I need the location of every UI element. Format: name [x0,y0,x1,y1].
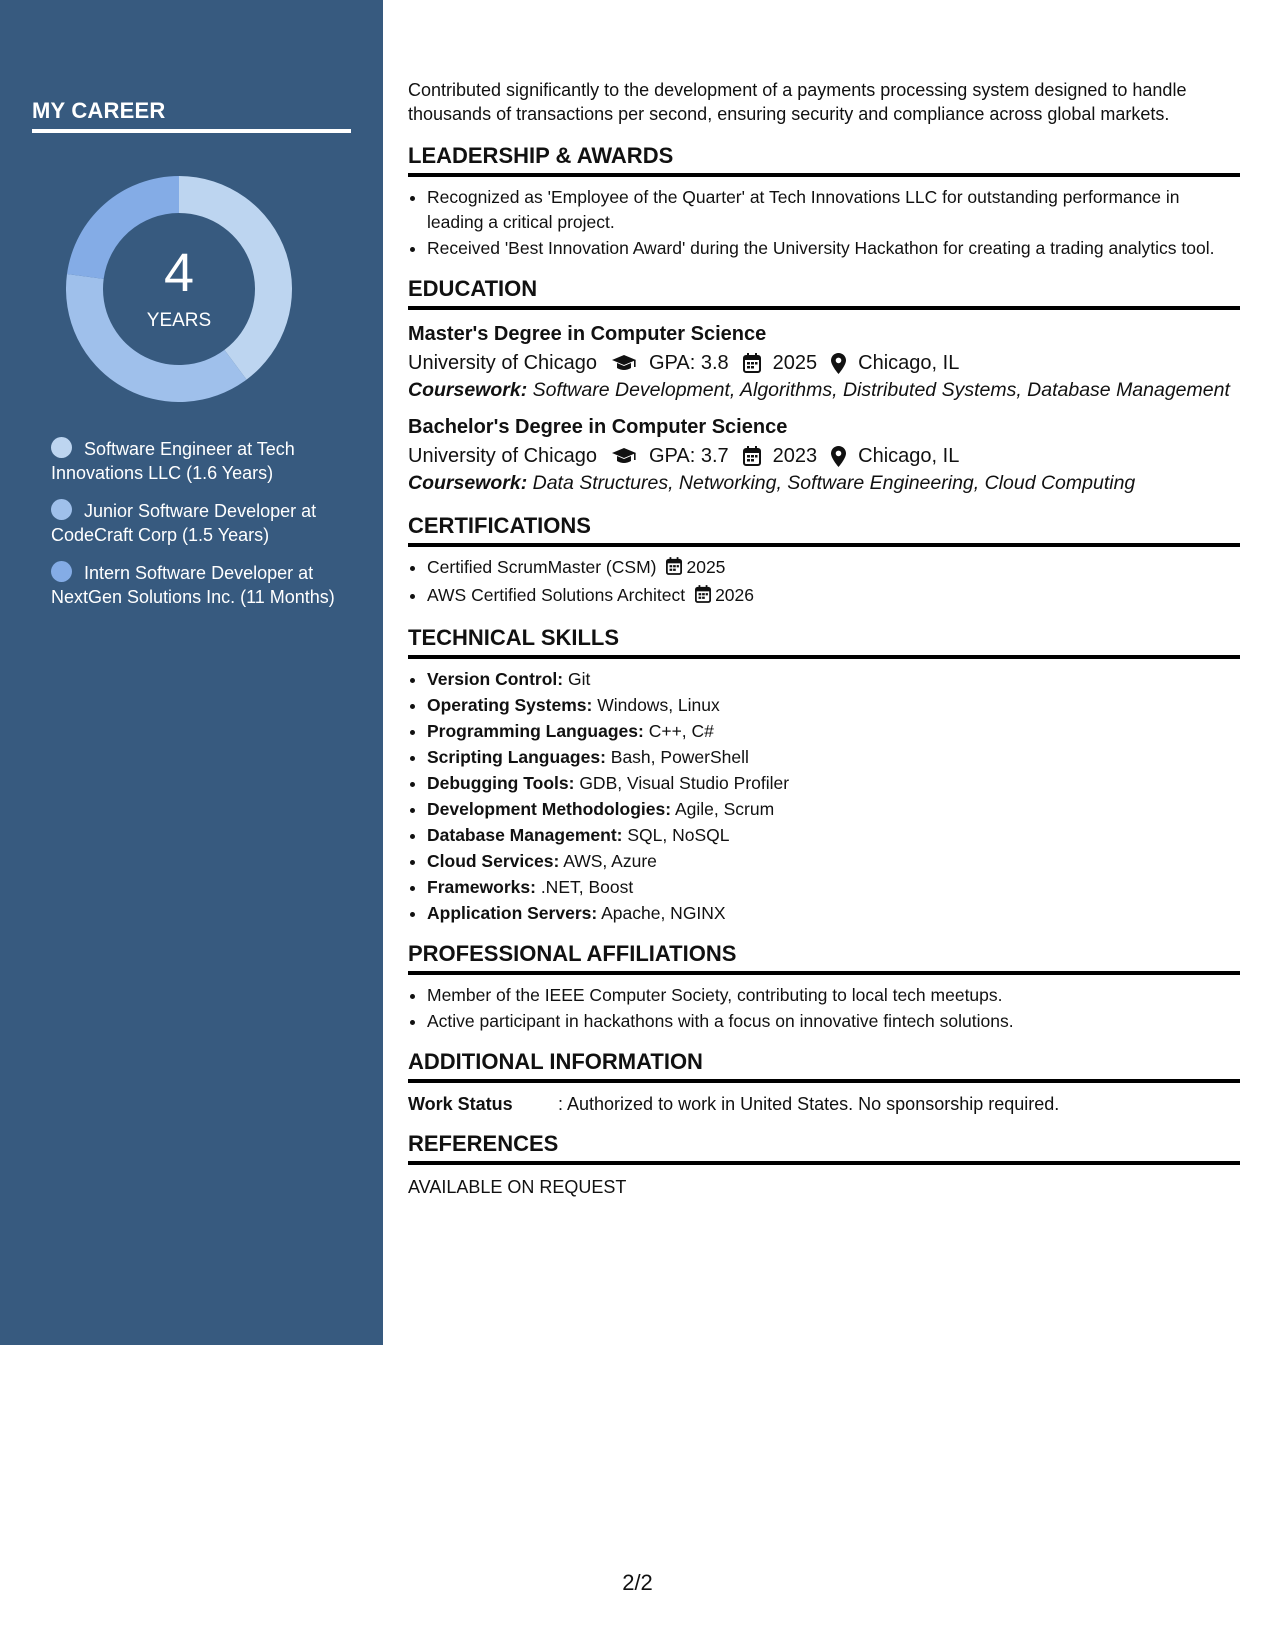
school-name: University of Chicago [408,445,597,467]
gpa-text: GPA: 3.7 [648,445,729,467]
list-item [427,797,1240,822]
graduation-cap-icon [611,447,637,465]
work-status-label: Work Status [408,1094,513,1114]
list-item: • Recognized as 'Employee of the Quarter' at Tech Innovations LLC for outstanding performance in leading a critical project. [427,185,1240,235]
list-item [427,693,1240,718]
coursework-label: Coursework: [408,379,528,401]
skill-value: .NET, Boost [540,877,634,897]
skill-value: Agile, Scrum [674,799,775,819]
coursework [408,471,1240,496]
list-item: • Received 'Best Innovation Award' during the University Hackathon for creating a trading analytics tool. [427,236,1240,261]
school-location: Chicago, IL [858,352,960,374]
skill-value: Bash, PowerShell [610,747,749,767]
list-item [427,555,1240,582]
references-text: AVAILABLE ON REQUEST [408,1177,627,1197]
skill-label: Programming Languages: [427,721,644,741]
degree-title: Bachelor's Degree in Computer Science [408,416,788,438]
career-item [51,499,341,547]
legend-dot-icon [51,437,72,458]
skills-list [408,667,1240,926]
work-status-value: : Authorized to work in United States. No sponsorship required. [558,1094,1060,1114]
education-entry [408,413,1240,496]
coursework-text: Data Structures, Networking, Software Engineering, Cloud Computing [532,472,1136,494]
career-sidebar [0,0,383,1345]
page-number: 2/2 [622,1570,653,1595]
skill-label: Version Control: [427,669,564,689]
career-item [51,561,341,609]
gpa-text: GPA: 3.8 [648,352,729,374]
skill-value: AWS, Azure [563,851,657,871]
skill-label: Database Management: [427,825,623,845]
skill-value: C++, C# [648,721,714,741]
donut-years-label: YEARS [146,310,212,331]
calendar-icon [695,585,711,610]
certification-name: Certified ScrumMaster (CSM) [427,557,657,577]
degree-meta [408,441,1240,471]
coursework [408,378,1240,403]
calendar-icon [743,446,761,466]
section-title-references: REFERENCES [408,1130,1240,1165]
list-item [427,745,1240,770]
leadership-list [408,185,1240,261]
list-item: • Member of the IEEE Computer Society, contributing to local tech meetups. [427,983,1240,1008]
degree-meta [408,348,1240,378]
section-title-certifications: CERTIFICATIONS [408,512,1240,547]
career-item-label: Software Engineer at Tech Innovations LLC (1.6 Years) [51,439,295,483]
calendar-icon [666,557,682,582]
certification-year: 2026 [715,585,755,605]
skill-label: Operating Systems: [427,695,593,715]
resume-main-column [408,78,1240,1198]
school-location: Chicago, IL [858,445,960,467]
legend-dot-icon [51,561,72,582]
list-item [427,875,1240,900]
section-title-leadership: LEADERSHIP & AWARDS [408,142,1240,177]
skill-value: Apache, NGINX [601,903,726,923]
certifications-list [408,555,1240,610]
career-item-label: Intern Software Developer at NextGen Solutions Inc. (11 Months) [51,563,335,607]
skill-label: Debugging Tools: [427,773,575,793]
career-item [51,437,341,485]
skill-label: Scripting Languages: [427,747,606,767]
skill-label: Development Methodologies: [427,799,672,819]
skill-label: Application Servers: [427,903,598,923]
career-heading-rule [32,129,351,133]
list-item [427,849,1240,874]
intro-paragraph: Contributed significantly to the development of a payments processing system designed to handle thousands of transactions per second, ensuring security and compliance across global markets. [408,80,1187,124]
list-item: • Active participant in hackathons with a focus on innovative fintech solutions. [427,1009,1240,1034]
graduation-cap-icon [611,354,637,372]
list-item [427,719,1240,744]
skill-value: SQL, NoSQL [627,825,730,845]
school-name: University of Chicago [408,352,597,374]
location-pin-icon [831,446,846,467]
list-item [427,667,1240,692]
skill-value: Git [568,669,591,689]
section-title-affiliations: PROFESSIONAL AFFILIATIONS [408,940,1240,975]
list-item [427,771,1240,796]
skill-value: GDB, Visual Studio Profiler [579,773,790,793]
location-pin-icon [831,353,846,374]
career-list [51,437,341,623]
calendar-icon [743,353,761,373]
graduation-year: 2023 [772,445,818,467]
skill-label: Cloud Services: [427,851,560,871]
legend-dot-icon [51,499,72,520]
certification-year: 2025 [686,557,726,577]
skill-label: Frameworks: [427,877,536,897]
education-entry [408,320,1240,403]
degree-title: Master's Degree in Computer Science [408,323,767,345]
career-years-donut [66,176,292,402]
work-status-row [408,1092,1240,1116]
coursework-text: Software Development, Algorithms, Distributed Systems, Database Management [532,379,1230,401]
section-title-additional-information: ADDITIONAL INFORMATION [408,1048,1240,1083]
affiliations-list [408,983,1240,1034]
list-item [427,583,1240,610]
section-title-education: EDUCATION [408,275,1240,310]
donut-years-number: 4 [163,243,195,303]
career-heading: MY CAREER [32,98,166,123]
certification-name: AWS Certified Solutions Architect [427,585,686,605]
skill-value: Windows, Linux [597,695,720,715]
section-title-technical-skills: TECHNICAL SKILLS [408,624,1240,659]
career-item-label: Junior Software Developer at CodeCraft Corp (1.5 Years) [51,501,317,545]
coursework-label: Coursework: [408,472,528,494]
list-item [427,901,1240,926]
list-item [427,823,1240,848]
graduation-year: 2025 [772,352,818,374]
